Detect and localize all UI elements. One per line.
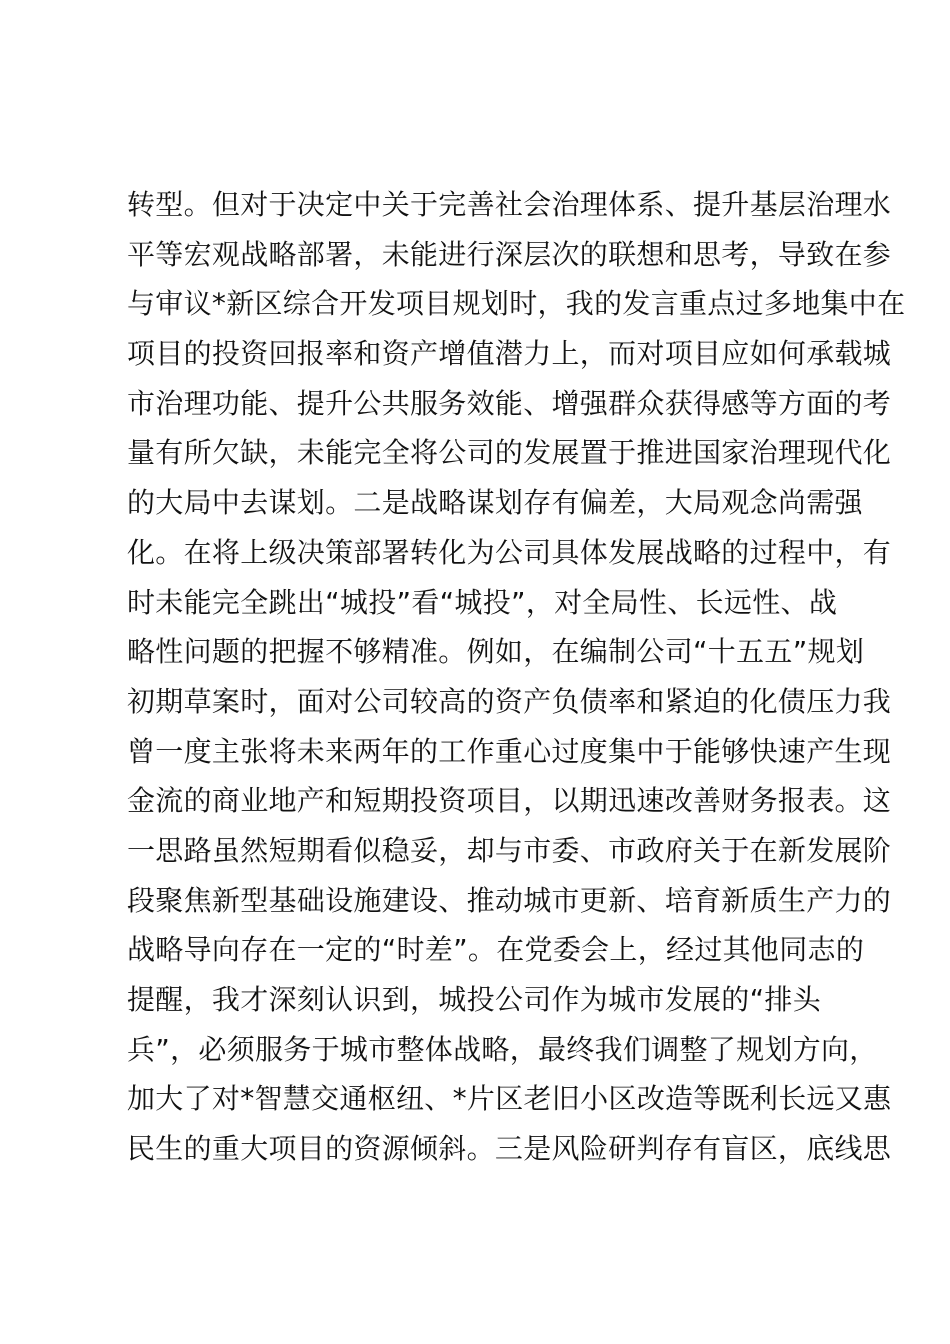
text-line: 略性问题的把握不够精准。例如，在编制公司“十五五”规划 (127, 635, 865, 669)
text-line: 初期草案时，面对公司较高的资产负债率和紧迫的化债压力我 (127, 684, 892, 718)
text-line: 加大了对*智慧交通枢纽、*片区老旧小区改造等既利长远又惠 (127, 1082, 892, 1116)
text-line: 段聚焦新型基础设施建设、推动城市更新、培育新质生产力的 (127, 883, 892, 917)
text-line: 项目的投资回报率和资产增值潜力上，而对项目应如何承载城 (127, 337, 892, 371)
text-line: 化。在将上级决策部署转化为公司具体发展战略的过程中，有 (127, 535, 892, 569)
text-line: 量有所欠缺，未能完全将公司的发展置于推进国家治理现代化 (127, 436, 892, 470)
text-line: 与审议*新区综合开发项目规划时，我的发言重点过多地集中在 (127, 287, 906, 321)
text-line: 民生的重大项目的资源倾斜。三是风险研判存有盲区，底线思 (127, 1132, 892, 1166)
text-line: 市治理功能、提升公共服务效能、增强群众获得感等方面的考 (127, 386, 892, 420)
text-line: 金流的商业地产和短期投资项目，以期迅速改善财务报表。这 (127, 784, 892, 818)
text-line: 曾一度主张将未来两年的工作重心过度集中于能够快速产生现 (127, 734, 892, 768)
document-body (127, 180, 906, 1174)
text-line: 时未能完全跳出“城投”看“城投”，对全局性、长远性、战 (127, 585, 838, 619)
text-line: 一思路虽然短期看似稳妥，却与市委、市政府关于在新发展阶 (127, 833, 892, 867)
text-line: 平等宏观战略部署，未能进行深层次的联想和思考，导致在参 (127, 237, 892, 271)
text-line: 战略导向存在一定的“时差”。在党委会上，经过其他同志的 (127, 933, 865, 967)
text-line: 兵”，必须服务于城市整体战略，最终我们调整了规划方向， (127, 1032, 878, 1066)
text-line: 提醒，我才深刻认识到，城投公司作为城市发展的“排头 (127, 983, 822, 1016)
text-line: 的大局中去谋划。二是战略谋划存有偏差，大局观念尚需强 (127, 486, 863, 520)
text-line: 转型。但对于决定中关于完善社会治理体系、提升基层治理水 (127, 188, 892, 221)
